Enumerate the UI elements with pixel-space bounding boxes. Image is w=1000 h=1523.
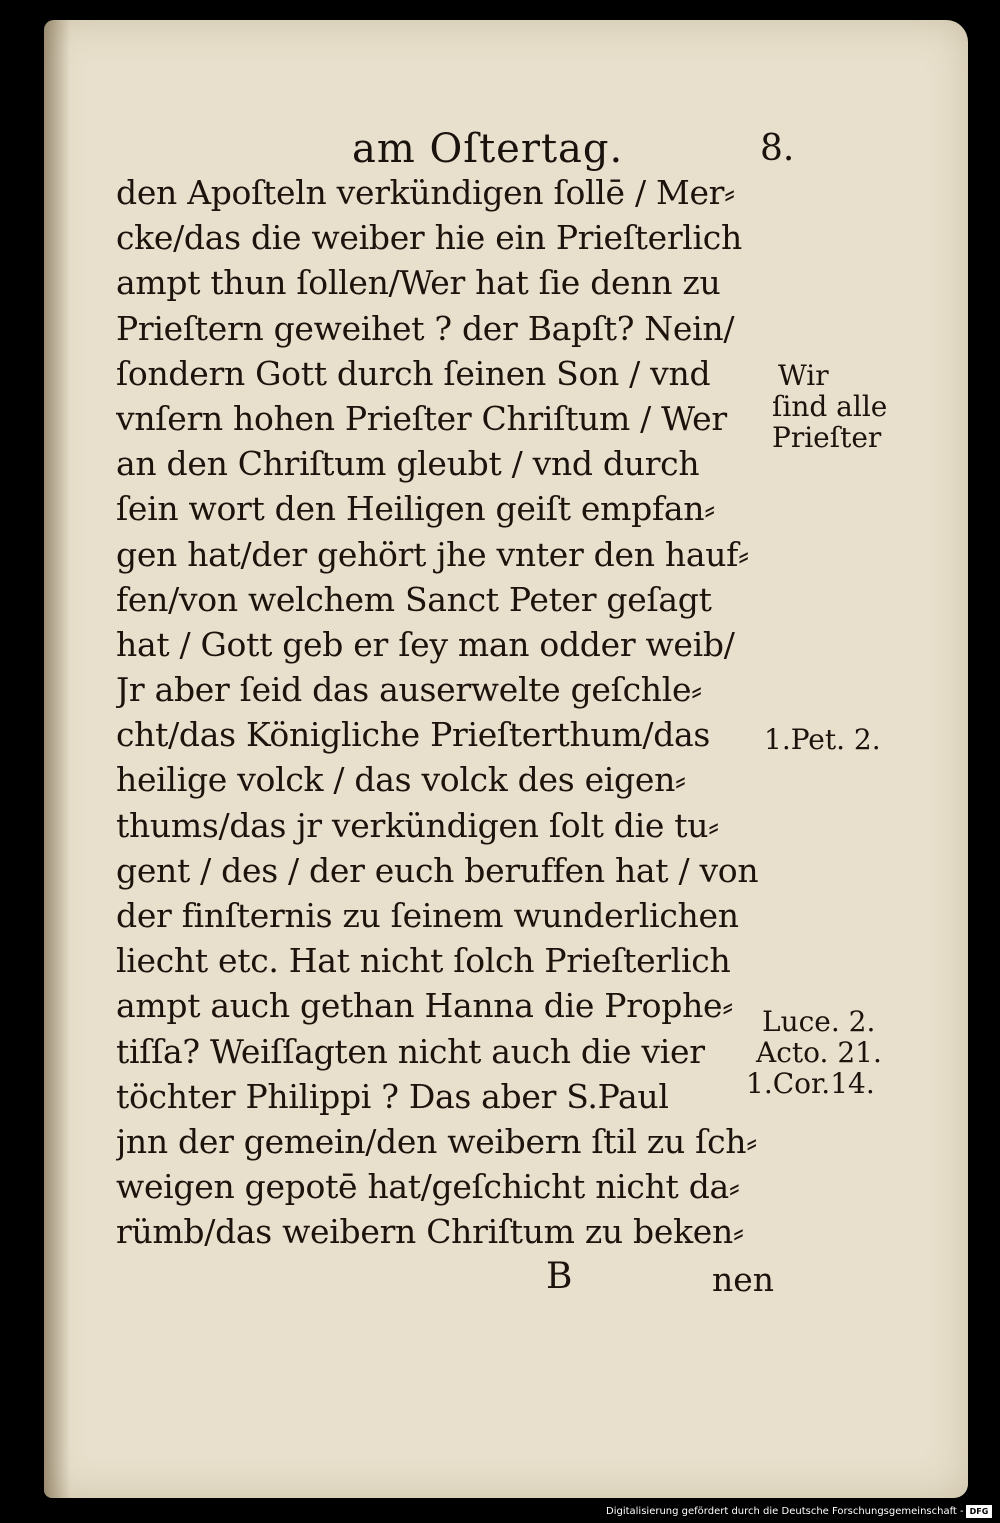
text-line: der finſternis zu ſeinem wunderlichen xyxy=(116,896,739,935)
text-line: liecht etc. Hat nicht ſolch Prieſterlich xyxy=(116,941,731,981)
text-line: ampt thun ſollen/Wer hat ſie denn zu xyxy=(116,263,721,303)
text-line: rümb/das weibern Chriſtum zu beken⸗ xyxy=(116,1212,744,1252)
text-line: den Apoſteln verkündigen ſollē / Mer⸗ xyxy=(116,173,735,212)
text-line: jnn der gemein/den weibern ſtil zu ſch⸗ xyxy=(116,1121,757,1161)
note-line: Acto. 21. xyxy=(756,1036,882,1069)
page-number: 8. xyxy=(760,128,795,169)
text-line: fen/von welchem Sanct Peter geſagt xyxy=(116,579,712,619)
text-line: hat / Gott geb er ſey man odder weib/ xyxy=(116,624,735,664)
note-line: Prieſter xyxy=(772,421,882,454)
text-line: gent / des / der euch beruffen hat / von xyxy=(116,850,759,890)
text-line: gen hat/der gehört jhe vnter den hauf⸗ xyxy=(116,534,749,574)
marginal-note-peter xyxy=(764,724,881,755)
book-page xyxy=(44,20,968,1498)
note-line: Luce. 2. xyxy=(762,1005,876,1038)
text-line: Prieſtern geweihet ? der Bapſt? Nein/ xyxy=(116,308,735,348)
running-title: am Oſtertag. xyxy=(352,126,624,172)
text-line: an den Chriſtum gleubt / vnd durch xyxy=(116,444,700,484)
dfg-logo-icon: DFG xyxy=(966,1505,992,1518)
signature-mark: B xyxy=(546,1256,573,1297)
catchword: nen xyxy=(712,1260,775,1299)
body-text xyxy=(116,170,816,1255)
note-line: ſind alle xyxy=(772,390,888,423)
text-line: weigen gepotē hat/geſchicht nicht da⸗ xyxy=(116,1167,740,1207)
text-line: cht/das Königliche Prieſterthum/das xyxy=(116,715,711,755)
text-line: töchter Philippi ? Das aber S.Paul xyxy=(116,1076,669,1116)
marginal-note-refs xyxy=(746,1006,882,1099)
text-line: vnſern hohen Prieſter Chriſtum / Wer xyxy=(116,398,727,438)
note-line: 1.Pet. 2. xyxy=(764,723,881,756)
text-line: ſein wort den Heiligen geiſt empfan⸗ xyxy=(116,489,715,529)
text-line: thums/das jr verkündigen ſolt die tu⸗ xyxy=(116,805,719,845)
digitization-credit: Digitalisierung gefördert durch die Deutsche Forschungsgemeinschaft - xyxy=(606,1506,964,1517)
text-line: Jr aber ſeid das auserwelte geſchle⸗ xyxy=(116,670,702,710)
text-line: ampt auch gethan Hanna die Prophe⸗ xyxy=(116,986,733,1026)
text-line: tiſſa? Weiſſagten nicht auch die vier xyxy=(116,1031,705,1071)
text-line: cke/das die weiber hie ein Prieſterlich xyxy=(116,218,742,258)
text-line: ſondern Gott durch ſeinen Son / vnd xyxy=(116,353,711,393)
note-line: 1.Cor.14. xyxy=(746,1067,875,1100)
marginal-note-priests xyxy=(772,360,887,453)
text-line: heilige volck / das volck des eigen⸗ xyxy=(116,760,686,800)
note-line: Wir xyxy=(778,359,829,392)
